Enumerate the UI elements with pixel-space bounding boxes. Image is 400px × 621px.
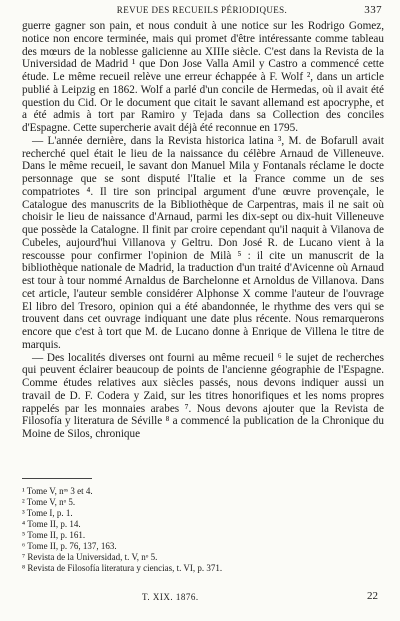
page-footer [22, 590, 382, 604]
running-title: REVUE DES RECUEILS PÉRIODIQUES. [116, 5, 288, 15]
page-number: 337 [364, 4, 382, 16]
footnote: ³ Tome I, p. 1. [22, 508, 73, 518]
footnote: ¹ Tome V, nᵒˢ 3 et 4. [22, 486, 93, 496]
footnote: ⁷ Revista de la Universidad, t. V, nᵒ 5. [22, 552, 158, 562]
footnote: ² Tome V, nᵒ 5. [22, 497, 76, 507]
footnote: ⁸ Revista de Filosofía literatura y ciencias, t. VI, p. 371. [22, 563, 223, 573]
sheet-number: 22 [367, 590, 378, 602]
footnote: ⁵ Tome II, p. 161. [22, 530, 86, 540]
footnotes [22, 486, 384, 574]
footnote-separator [22, 478, 92, 479]
volume-signature: T. XIX. 1876. [142, 592, 199, 602]
body-text [22, 20, 384, 441]
paragraph: guerre gagner son pain, et nous conduit à une notice sur les Rodrigo Gomez, notice non encore terminée, mais qui promet d'être intéressante comme tableau des mœurs de la noblesse galicienne au XIIIe siècle. C'est dans la Revista de la Universidad de Madrid ¹ que Don Jose Valla Amil y Castro a commencé cette étude. Le même recueil relève une erreur échappée à F. Wolf ², dans un article publié à Leipzig en 1862. Wolf a parlé d'un concile de Hermedas, où il avait été question du Cid. Or le document que citait le savant allemand est apocryphe, et a été admis à tort par Ramiro y Tejada dans sa Collection des conciles d'Espagne. Cette supercherie avait déjà été reconnue en 1795. [22, 20, 384, 134]
paragraph: — Des localités diverses ont fourni au même recueil ⁶ le sujet de recherches qui peuvent éclairer beaucoup de points de l'ancienne géographie de l'Espagne. Comme études relatives aux siècles passés, nous devons indiquer aussi un travail de D. F. Codera y Zaid, sur les titres honorifiques et les noms propres rappelés par les monnaies arabes ⁷. Nous devons ajouter que la Revista de Filosofía y literatura de Séville ⁸ a commencé la publication de la Chronique du Moine de Silos, chronique [22, 351, 384, 440]
paragraph: — L'année dernière, dans la Revista historica latina ³, M. de Bofarull avait recherché quel était le lieu de la naissance du célèbre Arnaud de Villeneuve. Dans le même recueil, le savant don Manuel Mila y Fontanals réclame le docte personnage que se sont disputé l'Italie et la France comme un de ses compatriotes ⁴. Il tire son principal argument d'une œuvre provençale, le Catalogue des manuscrits de la Bibliothèque de Carpentras, mais il ne sait où choisir le lieu de naissance d'Arnaud, parmi les dix-sept ou dix-huit Villeneuve que possède la Catalogne. Il finit par croire cependant qu'il naquit à Vilanova de Cubeles, aujourd'hui Villanova y Geltru. Don José R. de Lucano vient à la rescousse pour confirmer l'opinion de Milà ⁵ : il cite un manuscrit de la bibliothèque nationale de Madrid, la traduction d'un traité d'Avicenne où Arnaud est tour à tour nommé Arnaldus de Barchelonne et Arnoldus de Villanova. Dans cet article, l'auteur semble considérer Alphonse X comme l'auteur de l'ouvrage El libro del Tresoro, opinion qui a été abandonnée, le rhythme des vers qui se trouvent dans cet ouvrage indiquant une date plus récente. Nous remarquerons encore que c'est à tort que M. de Lucano donne à Enrique de Villena le titre de marquis. [22, 134, 384, 351]
running-header [22, 4, 382, 20]
footnote: ⁴ Tome II, p. 14. [22, 519, 81, 529]
footnote: ⁶ Tome II, p. 76, 137, 163. [22, 541, 117, 551]
